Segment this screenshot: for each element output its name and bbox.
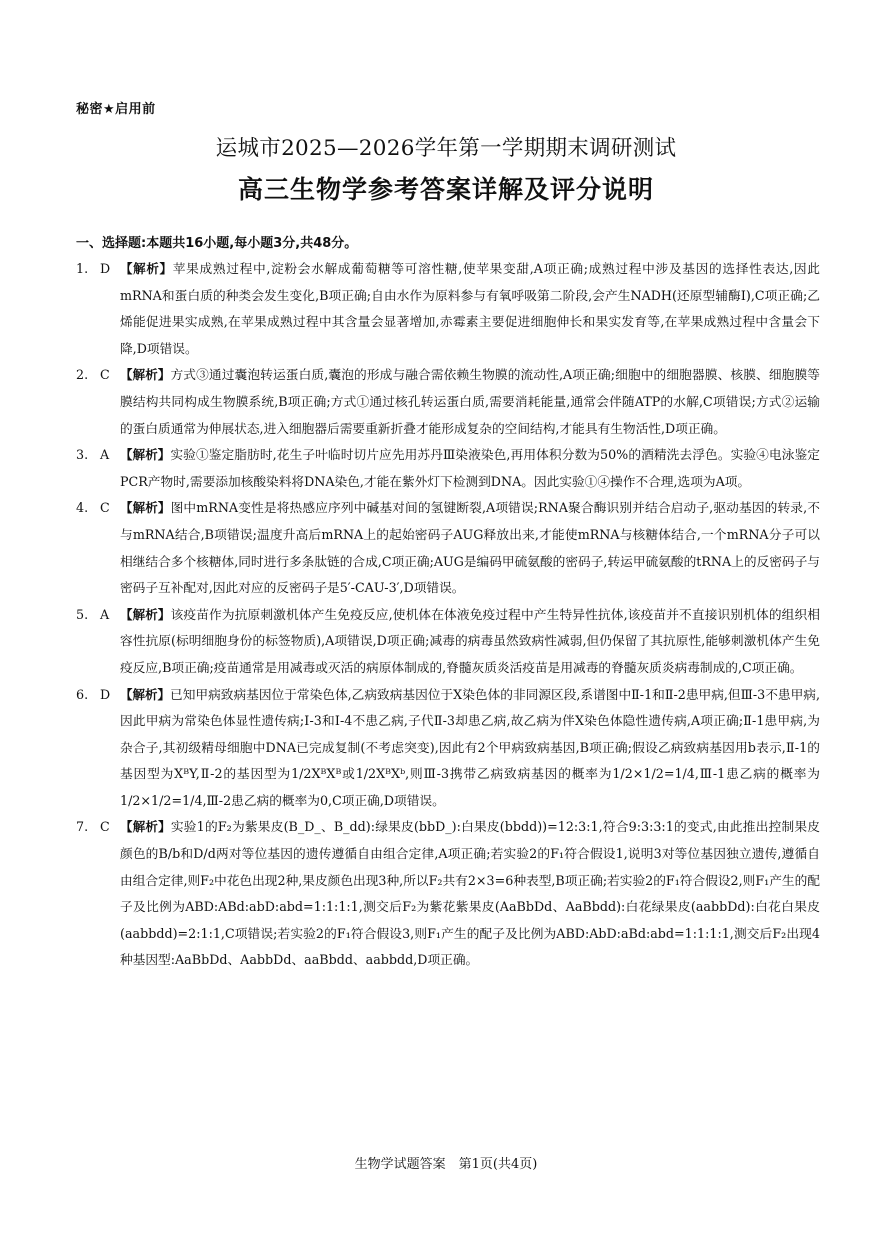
explanation-text: 苹果成熟过程中,淀粉会水解成葡萄糖等可溶性糖,使苹果变甜,A项正确;成熟过程中涉及基因的选择性表达,因此mRNA和蛋白质的种类会发生变化,B项正确;自由水作为原料参与有氧呼吸第二阶段,会产生NADH(还原型辅酶Ⅰ),C项正确;乙烯能促进果实成熟,在苹果成熟过程中其含量会显著增加,赤霉素主要促进细胞伸长和果实发育等,在苹果成熟过程中含量会下降,D项错误。: [120, 261, 820, 356]
answer-choice: D: [100, 686, 111, 702]
page-footer: 生物学试题答案 第1页(共4页): [354, 1157, 538, 1172]
explanation-text: 实验1的F₂为紫果皮(B_D_、B_dd):绿果皮(bbD_):白果皮(bbdd))=12:3:1,符合9:3:3:1的变式,由此推出控制果皮颜色的B/b和D/d两对等位基因的遗传遵循自由组合定律,A项正确;若实验2的F₁符合假设1,说明3对等位基因独立遗传,遵循自由组合定律,则F₂中花色出现2种,果皮颜色出现3种,所以F₂共有2×3=6种表型,B项正确;若实验2的F₁符合假设2,则F₁产生的配子及比例为ABD:ABd:abD:abd=1:1:1:1,测交后F₂为紫花紫果皮(AaBbDd、AaBbdd):白花绿果皮(aabbDd):白花白果皮(aabbdd)=2:1:1,C项错误;若实验2的F₁符合假设3,则F₁产生的配子及比例为ABD:AbD:aBd:abd=1:1:1:1,测交后F₂出现4种基因型:AaBbDd、AabbDd、aaBbdd、aabbdd,D项正确。: [120, 819, 820, 968]
explanation-label: 【解析】: [120, 500, 171, 516]
question-number: 5.: [76, 606, 89, 622]
explanation-label: 【解析】: [120, 606, 171, 622]
answer-list: [76, 256, 820, 974]
explanation-body: [120, 442, 820, 495]
answer-item: [76, 442, 820, 495]
answer-item: [76, 682, 820, 815]
question-number: 3.: [76, 447, 89, 463]
explanation-label: 【解析】: [120, 686, 171, 702]
answer-choice: A: [100, 606, 110, 622]
answer-item: [76, 814, 820, 974]
question-number: 4.: [76, 500, 89, 516]
explanation-text: 已知甲病致病基因位于常染色体,乙病致病基因位于X染色体的非同源区段,系谱图中Ⅱ-1和Ⅱ-2患甲病,但Ⅲ-3不患甲病,因此甲病为常染色体显性遗传病;Ⅰ-3和Ⅰ-4不患乙病,子代Ⅱ-3却患乙病,故乙病为伴X染色体隐性遗传病,A项正确;Ⅱ-1患甲病,为杂合子,其初级精母细胞中DNA已完成复制(不考虑突变),因此有2个甲病致病基因,B项正确;假设乙病致病基因用b表示,Ⅱ-1的基因型为XᴮY,Ⅱ-2的基因型为1/2XᴮXᴮ或1/2XᴮXᵇ,则Ⅲ-3携带乙病致病基因的概率为1/2×1/2=1/4,Ⅲ-1患乙病的概率为1/2×1/2=1/4,Ⅲ-2患乙病的概率为0,C项正确,D项错误。: [120, 686, 820, 808]
question-number: 6.: [76, 686, 89, 702]
question-number: 2.: [76, 367, 89, 383]
answer-item: [76, 362, 820, 442]
explanation-body: [120, 814, 820, 974]
document-subtitle: 高三生物学参考答案详解及评分说明: [237, 175, 654, 204]
explanation-text: 实验①鉴定脂肪时,花生子叶临时切片应先用苏丹Ⅲ染液染色,再用体积分数为50%的酒精洗去浮色。实验④电泳鉴定PCR产物时,需要添加核酸染料将DNA染色,才能在紫外灯下检测到DNA。因此实验①④操作不合理,选项为A项。: [120, 447, 820, 489]
explanation-body: [120, 682, 820, 815]
explanation-text: 图中mRNA变性是将热感应序列中碱基对间的氢键断裂,A项错误;RNA聚合酶识别并结合启动子,驱动基因的转录,不与mRNA结合,B项错误;温度升高后mRNA上的起始密码子AUG释放出来,才能使mRNA与核糖体结合,一个mRNA分子可以相继结合多个核糖体,同时进行多条肽链的合成,C项正确;AUG是编码甲硫氨酸的密码子,转运甲硫氨酸的tRNA上的反密码子与密码子互补配对,因此对应的反密码子是5′-CAU-3′,D项错误。: [120, 500, 820, 596]
exam-title: 运城市2025—2026学年第一学期期末调研测试: [215, 136, 677, 161]
explanation-label: 【解析】: [120, 447, 171, 463]
answer-choice: D: [100, 261, 111, 276]
explanation-body: [120, 495, 820, 601]
explanation-label: 【解析】: [120, 819, 171, 835]
answer-item: [76, 256, 820, 362]
answer-choice: C: [100, 500, 110, 516]
explanation-text: 该疫苗作为抗原刺激机体产生免疫反应,使机体在体液免疫过程中产生特异性抗体,该疫苗并不直接识别机体的组织相容性抗原(标明细胞身份的标签物质),A项错误,D项正确;减毒的病毒虽然致病性减弱,但仍保留了其抗原性,能够刺激机体产生免疫反应,B项正确;疫苗通常是用减毒或灭活的病原体制成的,脊髓灰质炎活疫苗是用减毒的脊髓灰质炎病毒制成的,C项正确。: [120, 606, 820, 675]
explanation-text: 方式③通过囊泡转运蛋白质,囊泡的形成与融合需依赖生物膜的流动性,A项正确;细胞中的细胞器膜、核膜、细胞膜等膜结构共同构成生物膜系统,B项正确;方式①通过核孔转运蛋白质,需要消耗能量,通常会伴随ATP的水解,C项错误;方式②运输的蛋白质通常为伸展状态,进入细胞器后需要重新折叠才能形成复杂的空间结构,才能具有生物活性,D项正确。: [120, 367, 820, 436]
explanation-body: [120, 362, 820, 442]
answer-choice: A: [100, 447, 110, 463]
question-number: 7.: [76, 819, 89, 835]
answer-choice: C: [100, 367, 110, 383]
answer-choice: C: [100, 819, 110, 835]
explanation-label: 【解析】: [120, 261, 173, 276]
explanation-body: [120, 602, 820, 682]
section-heading: 一、选择题:本题共16小题,每小题3分,共48分。: [76, 236, 358, 251]
explanation-body: [120, 256, 820, 362]
confidential-label: 秘密★启用前: [76, 102, 156, 117]
answer-item: [76, 602, 820, 682]
explanation-label: 【解析】: [120, 367, 171, 383]
answer-item: [76, 495, 820, 601]
question-number: 1.: [76, 261, 89, 276]
